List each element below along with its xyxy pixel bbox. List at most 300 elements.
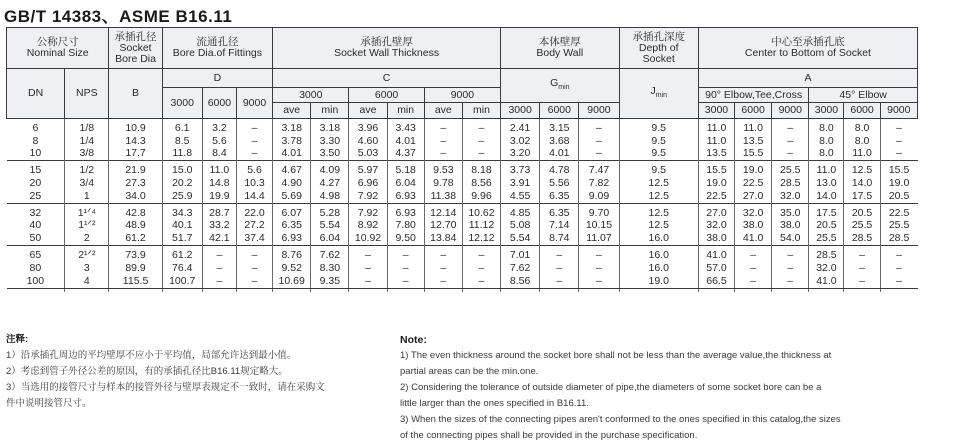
notes-en-item: little larger than the ones specified in B16.11.	[400, 398, 589, 409]
header-d-3000: 3000	[162, 88, 202, 119]
table-cell: –	[462, 275, 500, 288]
table-cell: 38.0	[772, 220, 809, 233]
table-cell: 12.14	[424, 207, 462, 220]
table-cell: –	[772, 275, 809, 288]
table-cell: –	[424, 148, 462, 161]
table-cell: 9.96	[462, 190, 500, 203]
table-cell: –	[880, 249, 917, 262]
table-cell: 16.0	[619, 232, 698, 245]
table-cell: 35.0	[772, 207, 809, 220]
notes-cn-item: 1）沿承插孔周边的平均壁厚不应小于平均值，局部允许达到最小值。	[6, 350, 297, 361]
table-cell: –	[579, 262, 619, 275]
table-cell: 3.73	[501, 164, 540, 177]
table-cell: 6.93	[387, 190, 424, 203]
table-cell: 40	[29, 219, 42, 232]
table-cell: 25.9	[162, 190, 202, 203]
table-cell: 8.56	[501, 275, 540, 288]
table-cell: –	[735, 262, 772, 275]
header-socket-bore-en2: Bore Dia	[115, 52, 156, 65]
table-cell: –	[540, 249, 579, 262]
table-cell: 13.84	[424, 232, 462, 245]
header-c9000-ave: ave	[424, 103, 462, 119]
table-cell: 15.5	[698, 164, 734, 177]
table-cell: 7.62	[311, 249, 349, 262]
padding-cell	[236, 288, 272, 292]
table-cell: 3.20	[501, 148, 540, 161]
table-row	[7, 148, 918, 161]
table-cell: 1¹ᐟ⁴	[65, 207, 109, 220]
padding-cell	[540, 288, 579, 292]
padding-cell	[772, 288, 809, 292]
table-cell: 8.5	[162, 135, 202, 148]
header-socket-bore	[109, 28, 162, 69]
table-cell: 14.8	[202, 177, 236, 190]
table-header	[7, 28, 918, 119]
table-row	[7, 177, 918, 190]
table-cell: 3.68	[540, 135, 579, 148]
table-cell: 28.5	[844, 232, 880, 245]
table-cell: 22.5	[735, 177, 772, 190]
padding-cell	[162, 288, 202, 292]
table-cell: 57.0	[698, 262, 734, 275]
table-cell: 9.70	[579, 207, 619, 220]
table-cell: –	[540, 262, 579, 275]
table-cell: 38.0	[698, 232, 734, 245]
table-cell: 20.2	[162, 177, 202, 190]
table-cell: 61.2	[162, 249, 202, 262]
table-cell: 8.92	[349, 220, 387, 233]
table-cell: –	[387, 275, 424, 288]
table-cell: 89.9	[109, 262, 162, 275]
table-cell: –	[202, 249, 236, 262]
table-cell: 4.67	[273, 164, 311, 177]
header-c-3000: 3000	[273, 88, 349, 103]
header-c6000-ave: ave	[349, 103, 387, 119]
table-cell: 14.0	[809, 190, 844, 203]
table-cell: –	[880, 148, 917, 161]
table-cell: 7.14	[540, 220, 579, 233]
table-cell: 9.52	[273, 262, 311, 275]
header-wall-cn: 承插孔壁厚	[360, 36, 413, 48]
table-cell: 7.47	[579, 164, 619, 177]
table-cell: 32.0	[809, 262, 844, 275]
table-cell: 6.93	[273, 232, 311, 245]
table-cell: 6.1	[162, 122, 202, 135]
table-row	[7, 262, 918, 275]
table-cell: 76.4	[162, 262, 202, 275]
table-cell: 14.0	[844, 177, 880, 190]
table-cell: 28.5	[772, 177, 809, 190]
table-cell: –	[387, 262, 424, 275]
padding-cell	[619, 288, 698, 292]
table-row	[7, 135, 918, 148]
table-cell: 5.69	[273, 190, 311, 203]
table-row	[7, 190, 918, 203]
table-cell: 27.3	[109, 177, 162, 190]
table-cell: 16.0	[619, 249, 698, 262]
header-c-9000: 9000	[424, 88, 500, 103]
table-cell: 7.92	[349, 207, 387, 220]
table-cell: 7.92	[349, 190, 387, 203]
table-cell: 3/4	[65, 177, 109, 190]
table-cell: 8.0	[844, 135, 880, 148]
padding-cell	[65, 288, 109, 292]
table-cell: 4.90	[273, 177, 311, 190]
padding-cell	[273, 288, 311, 292]
table-cell: 8.0	[809, 135, 844, 148]
table-cell: –	[424, 122, 462, 135]
table-row	[7, 220, 918, 233]
table-cell: –	[579, 148, 619, 161]
table-cell: 17.7	[109, 148, 162, 161]
table-cell: 42.8	[109, 207, 162, 220]
header-c9000-min: min	[462, 103, 500, 119]
table-cell: 6.35	[273, 220, 311, 233]
bottom-padding-row	[7, 288, 918, 292]
table-cell: 4.01	[540, 148, 579, 161]
notes-cn-title: 注释:	[6, 334, 29, 345]
table-cell: –	[579, 122, 619, 135]
table-cell: –	[236, 262, 272, 275]
header-a90-9000: 9000	[772, 103, 809, 119]
table-cell: 28.5	[809, 249, 844, 262]
table-cell: 12.5	[619, 177, 698, 190]
table-cell: 3.96	[349, 122, 387, 135]
padding-cell	[311, 288, 349, 292]
table-cell: 8.0	[844, 122, 880, 135]
table-cell: 61.2	[109, 232, 162, 245]
table-cell: –	[202, 262, 236, 275]
table-cell: 73.9	[109, 249, 162, 262]
header-socket-bore-cn: 承插孔径	[114, 30, 157, 43]
table-cell: –	[236, 275, 272, 288]
table-cell: 19.0	[880, 177, 917, 190]
table-cell: –	[424, 135, 462, 148]
table-cell: –	[880, 122, 917, 135]
header-a45-3000: 3000	[809, 103, 844, 119]
table-cell: 11.0	[735, 122, 772, 135]
table-cell: 11.0	[698, 135, 734, 148]
table-cell: 11.8	[162, 148, 202, 161]
table-cell: 34.0	[109, 190, 162, 203]
notes-en-item: 1) The even thickness around the socket bore shall not be less than the average value,the thickness at	[400, 350, 832, 361]
header-fitting-bore-cn: 流通孔径	[196, 36, 239, 48]
table-cell: 11.12	[462, 220, 500, 233]
table-cell: 22.5	[698, 190, 734, 203]
table-cell: 8.0	[809, 148, 844, 161]
table-cell: 65	[29, 249, 42, 262]
table-cell: 2¹ᐟ²	[65, 249, 109, 262]
header-d-6000: 6000	[202, 88, 236, 119]
header-center-en: Center to Bottom of Socket	[744, 47, 871, 59]
table-cell: 5.54	[311, 220, 349, 233]
table-cell: 2.41	[501, 122, 540, 135]
table-cell: 32.0	[698, 220, 734, 233]
notes-en-item: of the connecting pipes shall be provided in the purchase specification.	[400, 430, 698, 441]
table-cell: –	[462, 262, 500, 275]
table-cell: –	[202, 275, 236, 288]
table-cell: 6.04	[387, 177, 424, 190]
table-cell: 9.09	[579, 190, 619, 203]
table-cell: 32.0	[735, 207, 772, 220]
header-c-symbol: C	[273, 69, 501, 88]
header-g-symbol	[501, 69, 620, 103]
table-cell: 4.85	[501, 207, 540, 220]
table-cell: 19.9	[202, 190, 236, 203]
table-cell: 12.5	[619, 190, 698, 203]
table-cell: 3.78	[273, 135, 311, 148]
table-cell: –	[424, 262, 462, 275]
table-cell: 3.43	[387, 122, 424, 135]
table-cell: 5.54	[501, 232, 540, 245]
table-cell: 9.53	[424, 164, 462, 177]
table-cell: 5.03	[349, 148, 387, 161]
table-cell: –	[424, 249, 462, 262]
padding-cell	[462, 288, 500, 292]
table-cell: 7.01	[501, 249, 540, 262]
table-cell: 3	[65, 262, 109, 275]
header-depth-en1: Depth of	[638, 41, 679, 54]
padding-cell	[579, 288, 619, 292]
table-cell: –	[772, 148, 809, 161]
padding-cell	[809, 288, 844, 292]
table-cell: 8.18	[462, 164, 500, 177]
table-cell: 3.2	[202, 122, 236, 135]
table-cell: 51.7	[162, 232, 202, 245]
table-cell: 66.5	[698, 275, 734, 288]
header-a-symbol: A	[698, 69, 917, 88]
table-row	[7, 275, 918, 288]
table-cell: 6.04	[311, 232, 349, 245]
table-cell: –	[236, 148, 272, 161]
table-cell: 17.5	[844, 190, 880, 203]
table-cell: 6.93	[387, 207, 424, 220]
table-cell: –	[349, 249, 387, 262]
notes-english	[400, 332, 910, 444]
notes-cn-item: 件中说明接管尺寸。	[6, 398, 92, 409]
table-row	[7, 249, 918, 262]
table-cell: 3.50	[311, 148, 349, 161]
table-cell: 11.0	[202, 164, 236, 177]
table-cell: 8.76	[273, 249, 311, 262]
table-cell: 3.15	[540, 122, 579, 135]
table-cell: –	[772, 249, 809, 262]
table-cell: 19.0	[735, 164, 772, 177]
table-cell: –	[579, 249, 619, 262]
padding-cell	[880, 288, 917, 292]
padding-cell	[387, 288, 424, 292]
table-cell: –	[772, 262, 809, 275]
table-cell: 12.5	[619, 220, 698, 233]
table-cell: 5.56	[540, 177, 579, 190]
header-wall-thickness	[273, 28, 501, 69]
header-d-symbol: D	[162, 69, 272, 88]
table-cell: –	[236, 122, 272, 135]
table-cell: 9.5	[619, 135, 698, 148]
table-cell: 6	[32, 122, 39, 134]
notes-en-item: 3) When the sizes of the connecting pipes aren't conformed to the ones specified in this catalog,the sizes	[400, 414, 841, 425]
table-body	[7, 119, 918, 292]
table-cell: 22.5	[880, 207, 917, 220]
table-cell: –	[387, 249, 424, 262]
table-cell: 9.35	[311, 275, 349, 288]
table-cell: 20.5	[844, 207, 880, 220]
header-g-letter: G	[550, 76, 559, 89]
table-cell: 4.98	[311, 190, 349, 203]
table-cell: 6.96	[349, 177, 387, 190]
table-cell: 10.9	[109, 122, 162, 135]
table-cell: 25.5	[844, 220, 880, 233]
table-cell: 4	[65, 275, 109, 288]
table-row	[7, 122, 918, 135]
table-cell: 15.0	[162, 164, 202, 177]
notes-en-item: 2) Considering the tolerance of outside diameter of pipe,the diameters of some socket bore can be a	[400, 382, 822, 393]
table-cell: 4.60	[349, 135, 387, 148]
table-cell: 10.92	[349, 232, 387, 245]
table-cell: –	[880, 262, 917, 275]
table-cell: 41.0	[735, 232, 772, 245]
table-cell: 12.5	[619, 207, 698, 220]
padding-cell	[698, 288, 734, 292]
table-cell: 13.5	[698, 148, 734, 161]
table-cell: 22.0	[236, 207, 272, 220]
table-cell: 8.4	[202, 148, 236, 161]
table-cell: 34.3	[162, 207, 202, 220]
table-cell: 41.0	[698, 249, 734, 262]
header-nominal-size	[7, 28, 109, 69]
header-body-wall	[501, 28, 620, 69]
table-cell: 41.0	[809, 275, 844, 288]
table-cell: 4.01	[387, 135, 424, 148]
table-cell: 9.50	[387, 232, 424, 245]
table-cell: –	[424, 275, 462, 288]
table-cell: 38.0	[735, 220, 772, 233]
table-cell: 2	[65, 232, 109, 245]
table-cell: 21.9	[109, 164, 162, 177]
table-cell: 28.5	[880, 232, 917, 245]
table-cell: 11.0	[809, 164, 844, 177]
table-cell: –	[844, 262, 880, 275]
table-cell: 7.82	[579, 177, 619, 190]
table-cell: 3.91	[501, 177, 540, 190]
dimension-table	[6, 27, 918, 292]
table-cell: 15	[29, 164, 42, 177]
notes-en-title: Note:	[400, 334, 427, 346]
table-cell: 4.01	[273, 148, 311, 161]
table-cell: 12.70	[424, 220, 462, 233]
header-depth-en2: Socket	[642, 52, 675, 65]
table-cell: –	[579, 135, 619, 148]
table-cell: 8	[32, 134, 39, 147]
table-cell: 19.0	[619, 275, 698, 288]
table-cell: 11.38	[424, 190, 462, 203]
table-cell: 25.5	[809, 232, 844, 245]
table-cell: 27.2	[236, 220, 272, 233]
header-g-3000: 3000	[501, 103, 540, 119]
table-cell: 5.6	[202, 135, 236, 148]
table-cell: 40.1	[162, 220, 202, 233]
table-cell: 1/8	[65, 122, 109, 135]
table-cell: 1	[65, 190, 109, 203]
table-row	[7, 207, 918, 220]
notes-cn-item: 3）当选用的接管尺寸与样本的接管外径与壁厚表规定不一致时，请在采购文	[6, 382, 325, 393]
table-cell: 11.0	[844, 148, 880, 161]
table-cell: –	[579, 275, 619, 288]
table-cell: 25.5	[880, 220, 917, 233]
table-cell: 9.5	[619, 148, 698, 161]
table-cell: 20.5	[880, 190, 917, 203]
padding-cell	[501, 288, 540, 292]
table-cell: 25	[29, 189, 42, 202]
padding-cell	[349, 288, 387, 292]
padding-cell	[844, 288, 880, 292]
table-cell: 5.6	[236, 164, 272, 177]
table-cell: 3/8	[65, 148, 109, 161]
table-cell: –	[880, 135, 917, 148]
table-cell: 6.07	[273, 207, 311, 220]
table-cell: 10.15	[579, 220, 619, 233]
header-elbow-45: 45° Elbow	[809, 88, 918, 103]
header-a90-6000: 6000	[735, 103, 772, 119]
table-cell: –	[462, 135, 500, 148]
table-cell: 8.0	[809, 122, 844, 135]
table-cell: –	[772, 135, 809, 148]
table-cell: 100	[7, 275, 65, 288]
header-wall-en: Socket Wall Thickness	[334, 47, 440, 59]
notes-chinese	[6, 332, 386, 412]
table-cell: 5.97	[349, 164, 387, 177]
table-cell: 3.18	[311, 122, 349, 135]
header-b: B	[109, 69, 162, 119]
header-a45-6000: 6000	[844, 103, 880, 119]
table-cell: 14.4	[236, 190, 272, 203]
header-depth-cn: 承插孔深度	[632, 30, 685, 43]
header-fitting-bore	[162, 28, 272, 69]
table-cell: 115.5	[109, 275, 162, 288]
table-cell: –	[880, 275, 917, 288]
table-cell: 12.12	[462, 232, 500, 245]
table-cell: 32.0	[772, 190, 809, 203]
table-cell: 5.08	[501, 220, 540, 233]
page-title: GB/T 14383、ASME B16.11	[4, 7, 233, 26]
table-cell: –	[236, 135, 272, 148]
table-cell: –	[462, 249, 500, 262]
table-cell: 28.7	[202, 207, 236, 220]
table-cell: 14.3	[109, 135, 162, 148]
header-j-letter: J	[650, 84, 656, 97]
table-cell: 13.0	[809, 177, 844, 190]
table-cell: –	[349, 275, 387, 288]
table-cell: 10	[29, 147, 42, 160]
header-c-6000: 6000	[349, 88, 424, 103]
header-nominal-size-cn: 公称尺寸	[36, 36, 79, 48]
header-c6000-min: min	[387, 103, 424, 119]
header-nps: NPS	[65, 69, 109, 119]
header-fitting-bore-en: Bore Dia.of Fittings	[172, 47, 263, 59]
header-center-to-bottom	[698, 28, 917, 69]
table-cell: 42.1	[202, 232, 236, 245]
table-cell: 4.37	[387, 148, 424, 161]
table-cell: 6.35	[540, 207, 579, 220]
table-cell: 9.5	[619, 122, 698, 135]
header-dn: DN	[7, 69, 65, 119]
header-c3000-ave: ave	[273, 103, 311, 119]
table-cell: –	[540, 275, 579, 288]
header-center-cn: 中心至承插孔底	[771, 36, 845, 48]
padding-cell	[735, 288, 772, 292]
table-cell: 6.35	[540, 190, 579, 203]
header-nominal-size-en: Nominal Size	[26, 47, 89, 59]
